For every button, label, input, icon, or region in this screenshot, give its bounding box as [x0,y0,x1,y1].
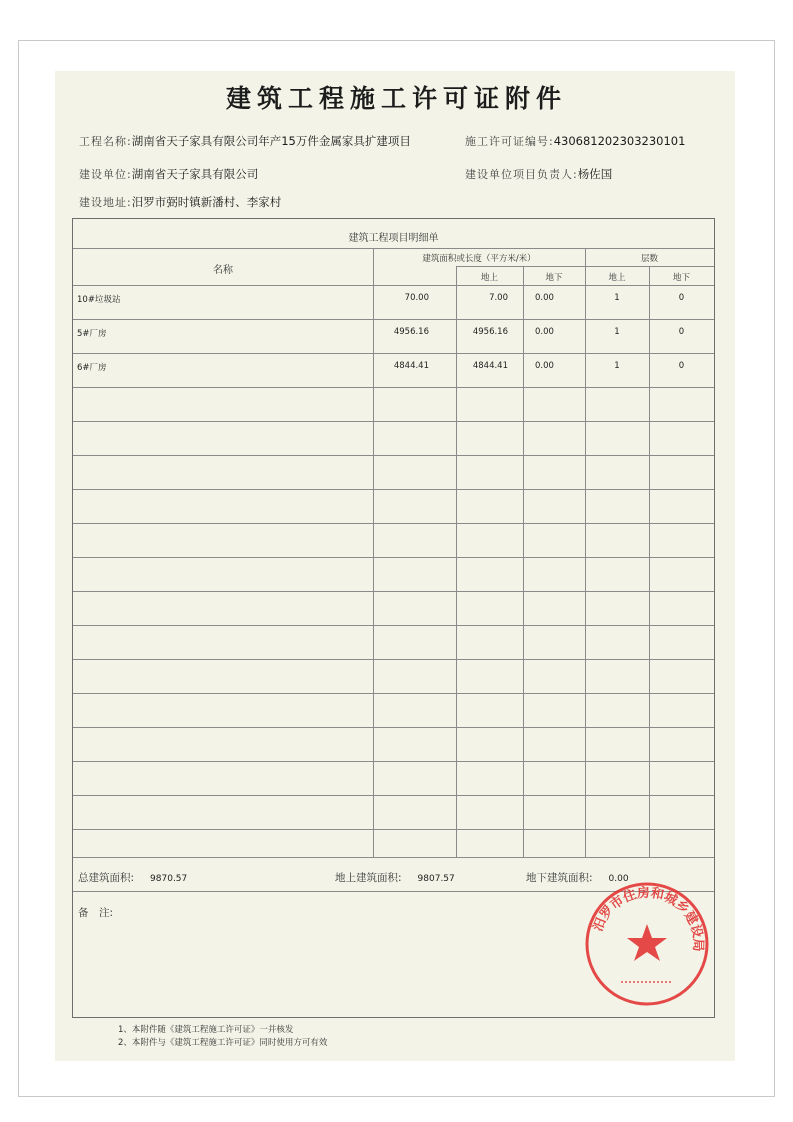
row-floors-below: 0 [678,361,685,371]
official-seal [583,880,711,1008]
row-name: 5#厂房 [77,329,107,339]
grid-line [73,248,714,249]
grid-line [73,795,714,796]
row-floors-above: 1 [614,327,620,337]
seal-star-icon [627,924,667,961]
row-floors-above: 1 [614,361,620,371]
grid-line [73,387,714,388]
page-title: 建筑工程施工许可证附件 [225,84,567,113]
header-floors: 层数 [640,254,658,264]
above-area-value: 9807.57 [417,874,455,884]
row-floors-below: 0 [678,293,685,303]
leader-field [465,166,612,182]
grid-line [585,248,586,857]
address-value: 汨罗市弼时镇新潘村、李家村 [131,195,282,209]
grid-line [73,761,714,762]
grid-line [373,248,374,857]
project-name-value: 湖南省天子家具有限公司年产15万件金属家具扩建项目 [131,134,411,148]
grid-line [73,523,714,524]
grid-line [73,319,714,320]
builder-label: 建设单位: [79,168,132,181]
total-area [78,870,187,885]
total-area-value: 9870.57 [150,874,188,884]
builder-value: 湖南省天子家具有限公司 [131,167,259,181]
grid-line [649,266,650,857]
row-below: 0.00 [535,293,554,303]
above-area-label: 地上建筑面积: [335,872,402,884]
row-name: 6#厂房 [77,363,107,373]
header-floors-below: 地下 [672,273,690,283]
permit-number-label: 施工许可证编号: [465,135,554,148]
leader-label: 建设单位项目负责人: [465,168,578,181]
grid-line [73,727,714,728]
header-name: 名称 [213,265,233,276]
grid-line [73,489,714,490]
remarks-label: 备 注: [78,907,114,919]
grid-line [523,266,524,857]
grid-line [456,266,457,857]
grid-line [73,421,714,422]
header-area: 建筑面积或长度（平方米/米） [422,254,536,264]
project-name-field [79,133,411,149]
address-field [79,194,281,210]
row-area: 4844.41 [393,361,429,371]
row-below: 0.00 [535,361,554,371]
grid-line [73,693,714,694]
seal-text: 汨罗市住房和城乡建设局 [590,885,706,952]
row-above: 4956.16 [472,327,508,337]
note-2: 2、本附件与《建筑工程施工许可证》同时使用方可有效 [118,1038,328,1048]
project-name-label: 工程名称: [79,135,132,148]
row-below: 0.00 [535,327,554,337]
row-floors-above: 1 [614,293,620,303]
permit-number-field [465,133,685,149]
builder-field [79,166,258,182]
total-area-label: 总建筑面积: [78,872,135,884]
row-area: 70.00 [404,293,429,303]
header-below: 地下 [545,273,563,283]
table-caption: 建筑工程项目明细单 [348,233,439,244]
below-area-value: 0.00 [608,874,629,884]
grid-line [73,557,714,558]
grid-line [73,625,714,626]
above-area [335,870,455,885]
grid-line [73,285,714,286]
row-name: 10#垃圾站 [77,295,121,305]
note-1: 1、本附件随《建筑工程施工许可证》一并核发 [118,1025,294,1035]
grid-line [73,455,714,456]
row-above: 4844.41 [472,361,508,371]
row-area: 4956.16 [393,327,429,337]
grid-line [73,659,714,660]
leader-value: 杨佐国 [577,167,613,181]
below-area-label: 地下建筑面积: [526,872,593,884]
address-label: 建设地址: [79,196,132,209]
grid-line [73,829,714,830]
grid-line [73,591,714,592]
grid-line [73,353,714,354]
row-floors-below: 0 [678,327,685,337]
header-floors-above: 地上 [608,273,626,283]
grid-line [73,857,714,858]
row-above: 7.00 [489,293,508,303]
header-above: 地上 [480,273,498,283]
permit-number-value: 430681202303230101 [553,134,686,148]
